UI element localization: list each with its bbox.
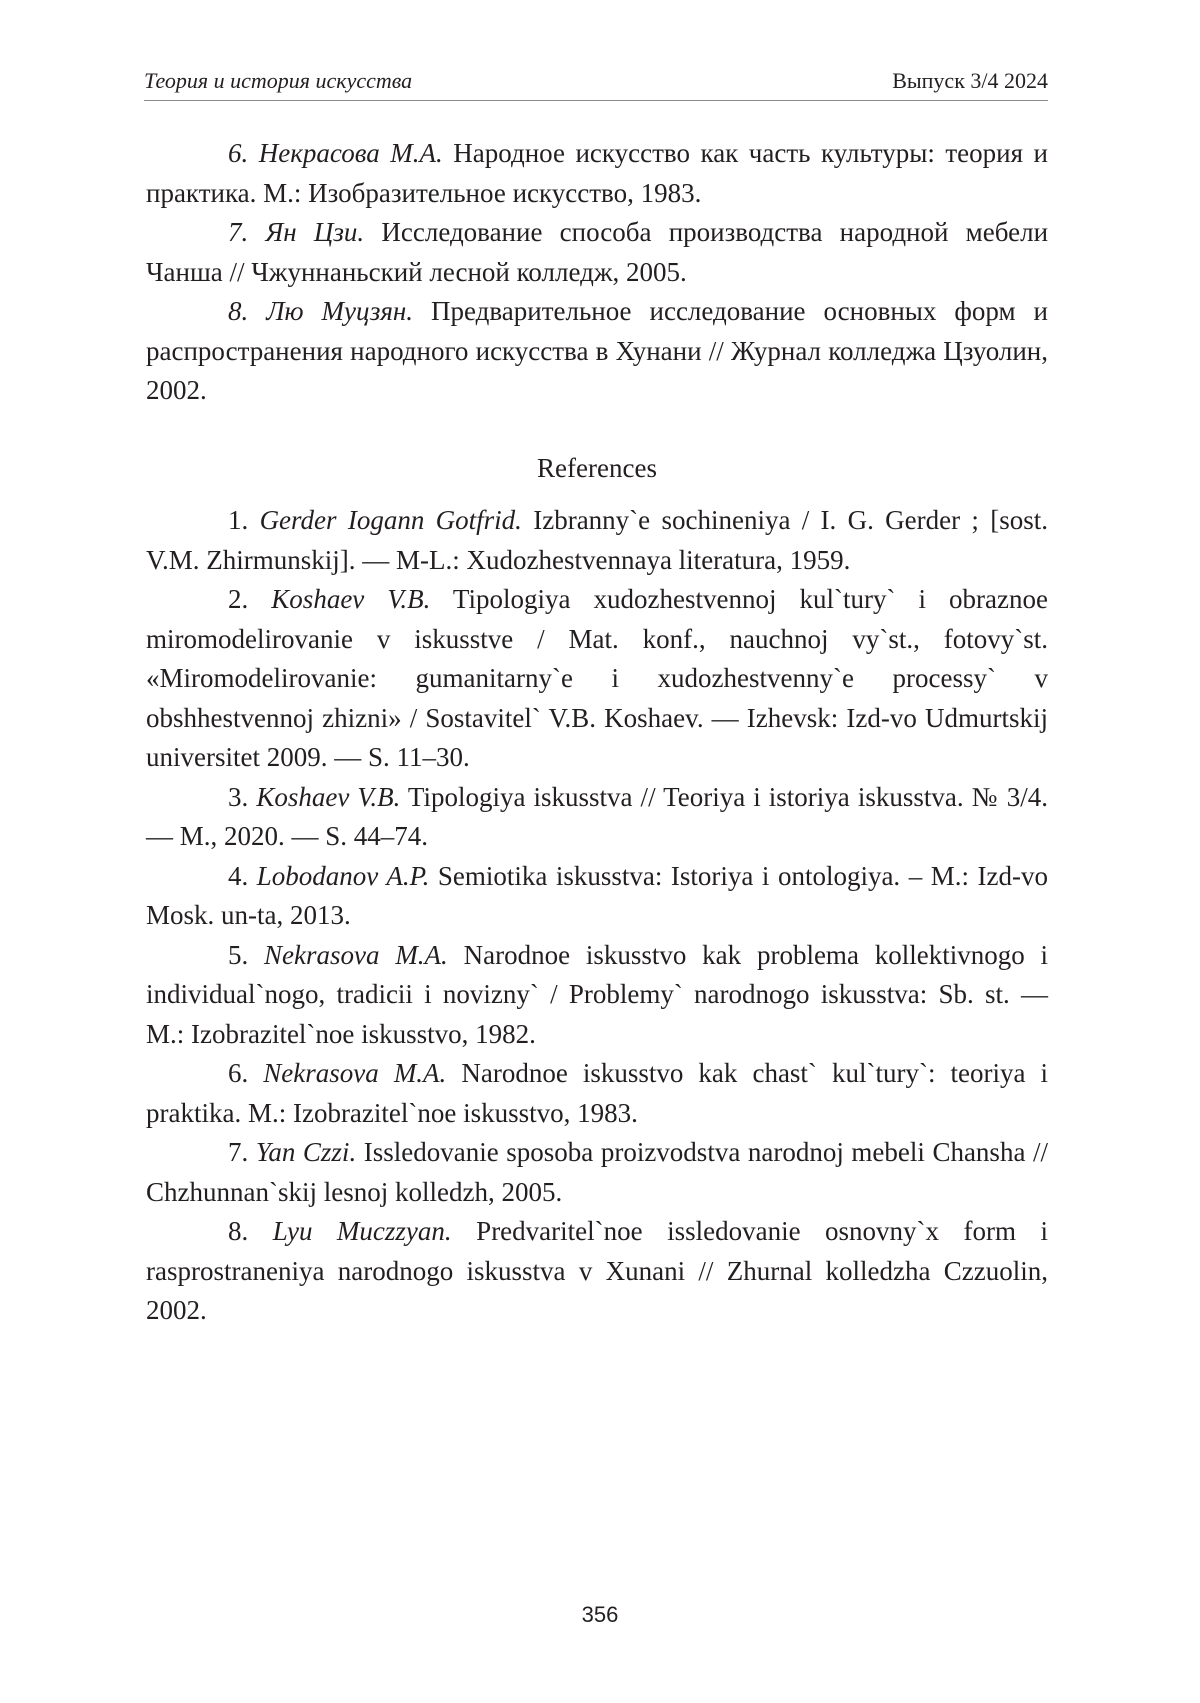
entry-number: 6. [228, 1058, 248, 1088]
entry-author: Lobodanov A.P. [257, 861, 430, 891]
entry-author: Лю Муцзян. [266, 296, 413, 326]
issue-number: Выпуск 3/4 2024 [892, 66, 1048, 96]
entry-number: 1. [228, 505, 248, 535]
entry-text: Предварительное исследование основных форм и распространения народного искусства в Хунани // Журнал колледжа Цзуолин, 2002. [146, 296, 1048, 405]
entry-text: Izbranny`e sochineniya / I. G. Gerder ; [sost. V.M. Zhirmunskij]. — M-L.: Xudozhestvennaya literatura, 1959. [146, 505, 1048, 575]
entry-author: Koshaev V.B. [256, 782, 400, 812]
entry-text: Semiotika iskusstva: Istoriya i ontologiya. – M.: Izd-vo Mosk. un-ta, 2013. [146, 861, 1048, 931]
entry-text: Народное искусство как часть культуры: теория и практика. М.: Изобразительное искусство, 1983. [146, 138, 1048, 208]
entry-number: 4. [228, 861, 248, 891]
entry-number: 8. [228, 1216, 248, 1246]
entry-number: 7. [228, 217, 248, 247]
entry-text: Исследование способа производства народной мебели Чанша // Чжуннаньский лесной колледж, 2005. [146, 217, 1048, 287]
references-heading: References [146, 449, 1048, 489]
entry-number: 8. [228, 296, 248, 326]
entry-number: 3. [228, 782, 248, 812]
entry-author: Некрасова М.А. [259, 138, 443, 168]
running-header [144, 66, 1048, 101]
entry-author: Ян Цзи. [265, 217, 364, 247]
entry-number: 6. [228, 138, 248, 168]
reference-entry [146, 778, 1048, 857]
bibliography-entry [146, 292, 1048, 411]
entry-author: Gerder Iogann Gotfrid. [260, 505, 522, 535]
entry-text: Issledovanie sposoba proizvodstva narodnoj mebeli Chansha // Chzhunnan`skij lesnoj kolledzh, 2005. [146, 1137, 1048, 1207]
reference-entry [146, 501, 1048, 580]
entry-author: Lyu Muczzyan. [273, 1216, 452, 1246]
entry-text: Tipologiya xudozhestvennoj kul`tury` i obraznoe miromodelirovanie v iskusstve / Mat. konf., nauchnoj vy`st., fotovy`st. «Miromodelirovanie: gumanitarny`e i xudozhestvenny`e processy` v obshhestvennoj zhizni» / Sostavitel` V.B. Koshaev. — Izhevsk: Izd-vo Udmurtskij universitet 2009. — S. 11–30. [146, 584, 1048, 772]
reference-entry [146, 1054, 1048, 1133]
entry-number: 2. [228, 584, 248, 614]
page-content [146, 134, 1048, 1331]
reference-entry [146, 936, 1048, 1055]
entry-text: Narodnoe iskusstvo kak problema kollektivnogo i individual`nogo, tradicii i novizny` / Problemy` narodnogo iskusstva: Sb. st. — M.: Izobrazitel`noe iskusstvo, 1982. [146, 940, 1048, 1049]
entry-text: Narodnoe iskusstvo kak chast` kul`tury`: teoriya i praktika. M.: Izobrazitel`noe iskusstvo, 1983. [146, 1058, 1048, 1128]
reference-entry [146, 857, 1048, 936]
reference-entry [146, 580, 1048, 778]
journal-title: Теория и история искусства [144, 66, 412, 96]
entry-author: Nekrasova M.A. [264, 940, 448, 970]
entry-text: Tipologiya iskusstva // Teoriya i istoriya iskusstva. № 3/4. — M., 2020. — S. 44–74. [146, 782, 1048, 852]
reference-entry [146, 1133, 1048, 1212]
entry-text: Predvaritel`noe issledovanie osnovny`x form i rasprostraneniya narodnogo iskusstva v Xunani // Zhurnal kolledzha Czzuolin, 2002. [146, 1216, 1048, 1325]
reference-entry [146, 1212, 1048, 1331]
entry-number: 5. [228, 940, 248, 970]
entry-author: Yan Czzi. [256, 1137, 356, 1167]
entry-author: Koshaev V.B. [271, 584, 430, 614]
bibliography-entry [146, 213, 1048, 292]
entry-number: 7. [228, 1137, 248, 1167]
entry-author: Nekrasova M.A. [263, 1058, 446, 1088]
bibliography-entry [146, 134, 1048, 213]
page-number: 356 [0, 1600, 1200, 1630]
